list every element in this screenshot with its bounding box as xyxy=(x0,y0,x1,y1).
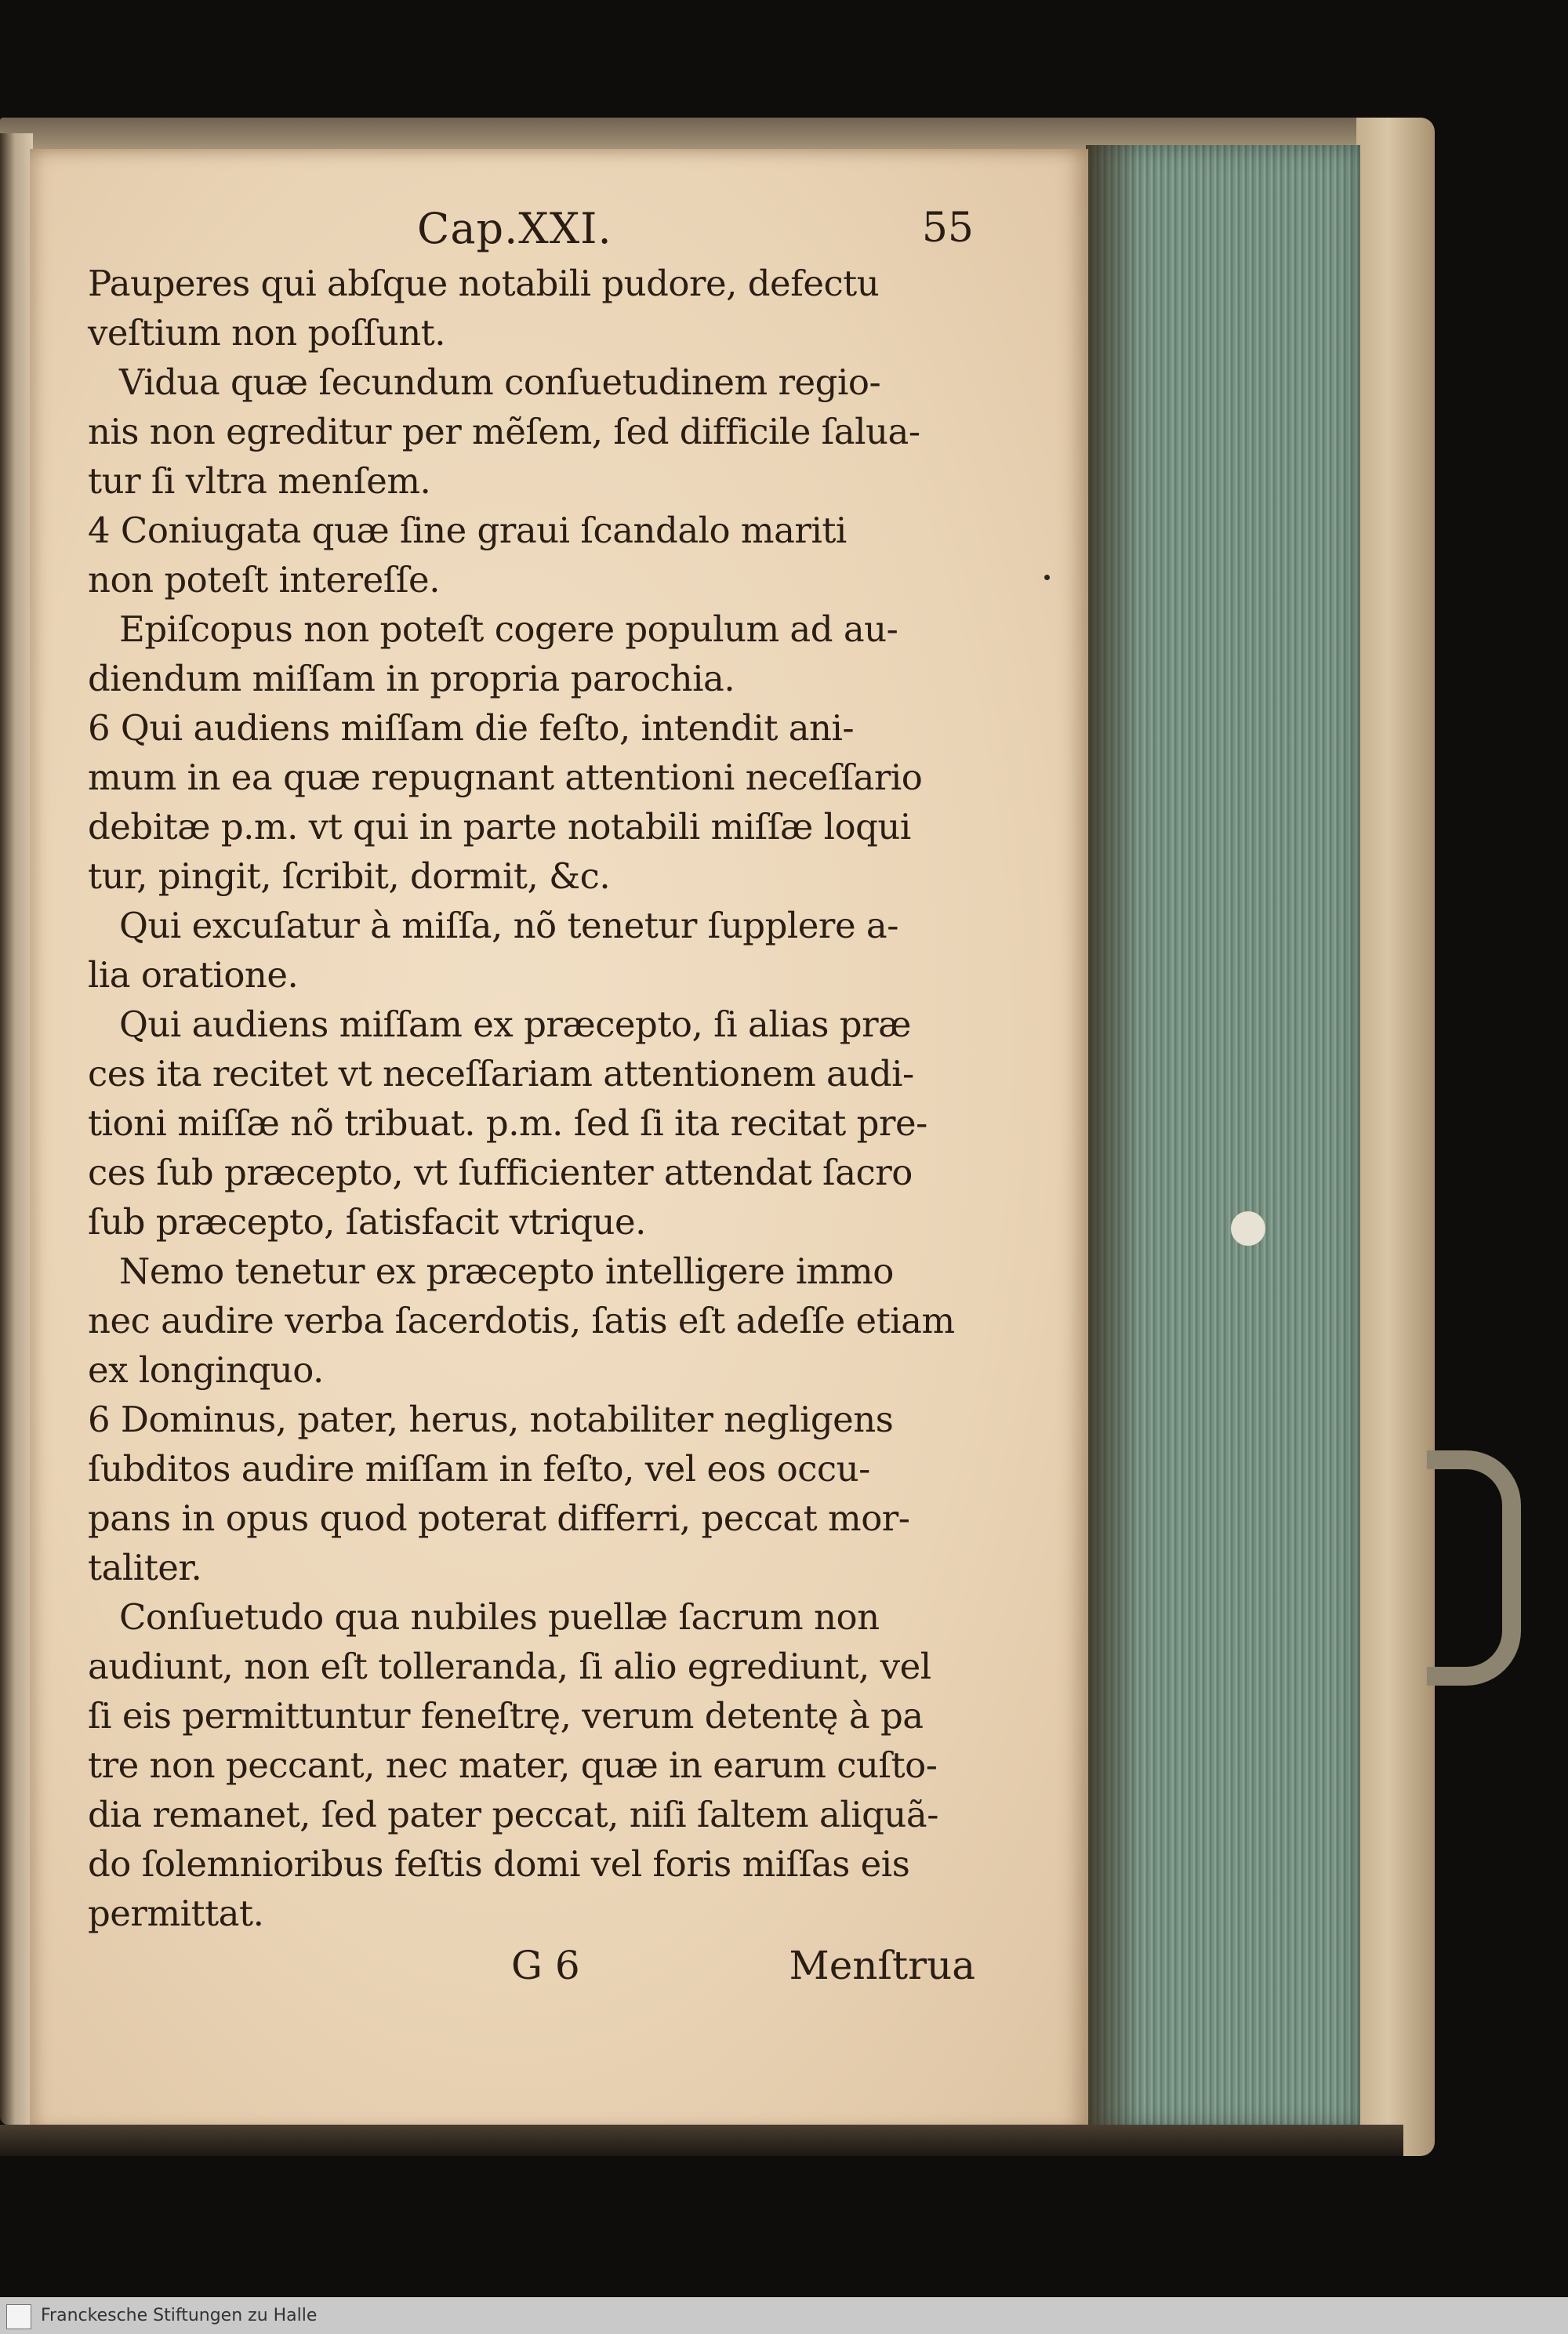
text-line: ſub præcepto, ſatisfacit vtrique. xyxy=(88,1201,646,1243)
running-head: Cap.XXI. xyxy=(417,204,612,253)
text-line: debitæ p.m. vt qui in parte notabili miſſæ loqui xyxy=(88,806,911,848)
text-line: ex longinquo. xyxy=(88,1349,324,1391)
page-text xyxy=(88,204,975,1996)
folio-number: 55 xyxy=(921,205,974,252)
text-line: ſi eis permittuntur feneſtrę, verum detentę à pa xyxy=(88,1695,924,1737)
text-line: diendum miſſam in propria parochia. xyxy=(88,658,735,699)
text-line: Conſuetudo qua nubiles puellæ ſacrum non xyxy=(119,1596,880,1638)
text-line: ces ſub præcepto, vt ſufficienter attendat ſacro xyxy=(88,1152,913,1193)
text-line: non poteſt intereſſe. xyxy=(88,559,440,601)
text-line: audiunt, non eſt tolleranda, ſi alio egrediunt, vel xyxy=(88,1646,931,1687)
institution-logo-icon xyxy=(6,2304,31,2329)
text-line: dia remanet, ſed pater peccat, niſi ſaltem aliquã- xyxy=(88,1794,938,1835)
text-line: ces ita recitet vt neceſſariam attentionem audi- xyxy=(88,1053,914,1094)
credit-bar xyxy=(0,2297,1568,2334)
book-cover-edge xyxy=(1356,118,1435,2156)
page-block-shadow xyxy=(1086,145,1141,2129)
ink-speck xyxy=(1044,575,1050,580)
text-line: nec audire verba ſacerdotis, ſatis eſt adeſſe etiam xyxy=(88,1300,955,1341)
text-line: ſubditos audire miſſam in feſto, vel eos occu- xyxy=(88,1448,870,1490)
text-line: Qui excuſatur à miſſa, nõ tenetur ſupplere a- xyxy=(119,905,898,946)
text-line: mum in ea quæ repugnant attentioni neceſſario xyxy=(88,757,923,798)
catchword: Menſtrua xyxy=(789,1943,975,1988)
text-line: nis non egreditur per mẽſem, ſed difficile ſalua- xyxy=(88,411,920,452)
text-line: tioni miſſæ nõ tribuat. p.m. ſed ſi ita recitat pre- xyxy=(88,1102,927,1144)
signature-mark: G 6 xyxy=(511,1943,580,1988)
text-line: lia oratione. xyxy=(88,954,299,996)
text-line: Qui audiens miſſam ex præcepto, ſi alias præ xyxy=(119,1004,911,1045)
page-header xyxy=(88,204,974,259)
text-line: permittat. xyxy=(88,1893,264,1934)
page-footer xyxy=(88,1941,975,1996)
previous-page-edge xyxy=(0,133,33,2125)
text-line: 4 Coniugata quæ ſine graui ſcandalo mariti xyxy=(88,510,847,551)
clasp-strap xyxy=(1427,1450,1521,1686)
text-line: veſtium non poſſunt. xyxy=(88,312,446,354)
text-line: do ſolemnioribus feſtis domi vel foris miſſas eis xyxy=(88,1843,910,1885)
book-top-edge xyxy=(0,118,1396,149)
text-line: Vidua quæ ſecundum conſuetudinem regio- xyxy=(119,361,881,403)
text-line: 6 Qui audiens miſſam die feſto, intendit ani- xyxy=(88,707,855,749)
text-line: Pauperes qui abſque notabili pudore, defectu xyxy=(88,263,880,304)
text-line: 6 Dominus, pater, herus, notabiliter negligens xyxy=(88,1399,894,1440)
credit-text: Franckesche Stiftungen zu Halle xyxy=(41,2306,318,2325)
text-line: tur, pingit, ſcribit, dormit, &c. xyxy=(88,855,611,897)
text-line: tur ſi vltra menſem. xyxy=(88,460,431,502)
book-bottom-edge xyxy=(0,2125,1403,2156)
text-line: tre non peccant, nec mater, quæ in earum cuſto- xyxy=(88,1744,938,1786)
text-line: pans in opus quod poterat differri, peccat mor- xyxy=(88,1497,910,1539)
text-line: Epiſcopus non poteſt cogere populum ad au- xyxy=(119,608,898,650)
clasp-pin xyxy=(1231,1211,1265,1246)
text-line: Nemo tenetur ex præcepto intelligere immo xyxy=(119,1250,894,1292)
text-line: taliter. xyxy=(88,1547,202,1588)
